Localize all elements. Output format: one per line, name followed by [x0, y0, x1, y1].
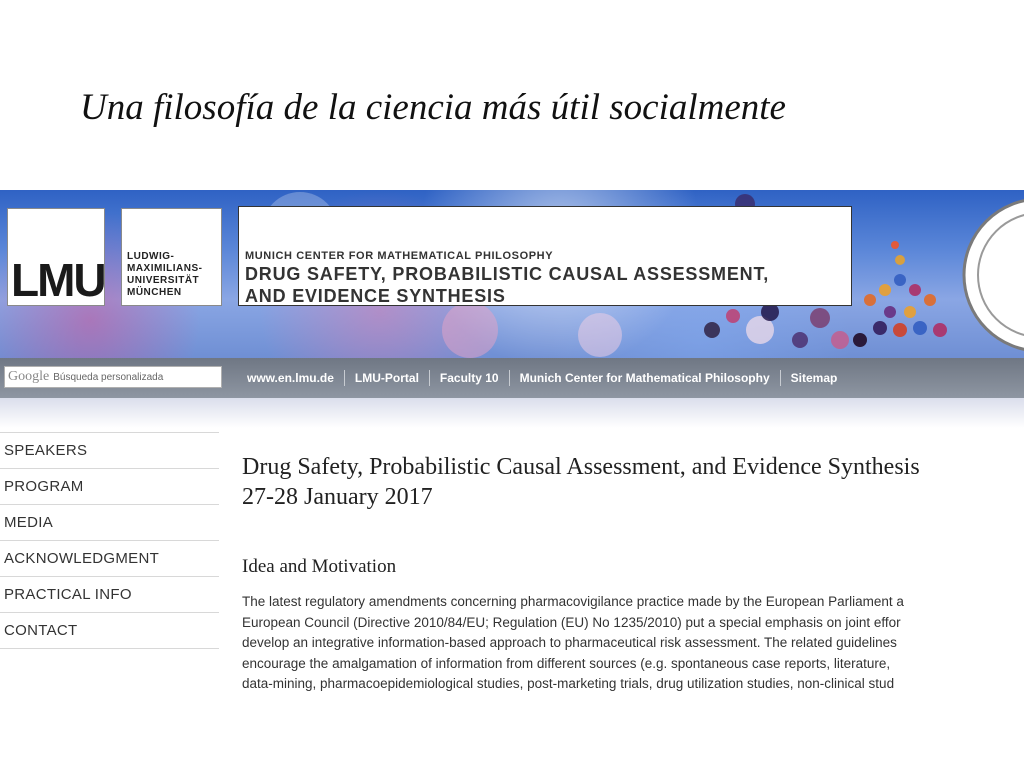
section-title: Idea and Motivation [242, 556, 397, 577]
event-title-line: AND EVIDENCE SYNTHESIS [245, 286, 506, 306]
nav-link-mcmp[interactable]: Munich Center for Mathematical Philosophy [510, 370, 781, 386]
section-paragraph [242, 592, 1024, 695]
paragraph-line: European Council (Directive 2010/84/EU; Regulation (EU) No 1235/2010) put a special emphasis on joint effor [242, 614, 901, 630]
paragraph-line: data-mining, pharmacoepidemiological studies, post-marketing trials, drug utilization studies, non-clinical stud [242, 676, 895, 691]
slide-title: Una filosofía de la ciencia más útil socialmente [80, 87, 786, 128]
search-input[interactable] [4, 366, 222, 388]
center-name: MUNICH CENTER FOR MATHEMATICAL PHILOSOPHY [245, 250, 554, 262]
page-date: 27-28 January 2017 [242, 484, 433, 510]
page-title-line: Drug Safety, Probabilistic Causal Assessment, and Evidence Synthesis [242, 454, 920, 480]
nav-link-lmu-site[interactable]: www.en.lmu.de [237, 370, 345, 386]
sidebar-item-practical-info[interactable]: PRACTICAL INFO [0, 577, 219, 613]
sidebar-item-contact[interactable]: CONTACT [0, 613, 219, 649]
website-screenshot [0, 190, 1024, 768]
sidebar-menu [0, 432, 219, 649]
sidebar-item-speakers[interactable]: SPEAKERS [0, 433, 219, 469]
page-title [242, 452, 1024, 512]
university-line: LUDWIG- [127, 251, 175, 262]
google-logo: Google [8, 369, 50, 384]
paragraph-line: encourage the amalgamation of information from different sources (e.g. spontaneous case reports, literature, [242, 655, 891, 671]
university-line: MAXIMILIANS- [127, 263, 203, 274]
main-content [242, 452, 1024, 695]
university-line: UNIVERSITÄT [127, 275, 200, 286]
nav-link-faculty-10[interactable]: Faculty 10 [430, 370, 510, 386]
sidebar-item-acknowledgment[interactable]: ACKNOWLEDGMENT [0, 541, 219, 577]
event-title-line: DRUG SAFETY, PROBABILISTIC CAUSAL ASSESSMENT, [245, 264, 770, 284]
nav-link-lmu-portal[interactable]: LMU-Portal [345, 370, 430, 386]
sidebar-item-program[interactable]: PROGRAM [0, 469, 219, 505]
header-banner [0, 190, 1024, 358]
lmu-logo[interactable] [7, 208, 105, 306]
nav-links [237, 358, 847, 398]
top-navbar [0, 358, 1024, 398]
university-line: MÜNCHEN [127, 287, 182, 298]
event-title-box [238, 206, 852, 306]
nav-link-sitemap[interactable]: Sitemap [790, 371, 838, 385]
search-placeholder: Búsqueda personalizada [53, 372, 164, 383]
sidebar-item-media[interactable]: MEDIA [0, 505, 219, 541]
paragraph-line: develop an integrative information-based approach to pharmaceutical risk assessment. The related guidelines [242, 635, 897, 650]
paragraph-line: The latest regulatory amendments concerning pharmacovigilance practice made by the European Parliament a [242, 594, 904, 609]
navbar-shadow [0, 398, 1024, 428]
university-name [121, 208, 222, 306]
lmu-logo-text: LMU [11, 254, 105, 306]
